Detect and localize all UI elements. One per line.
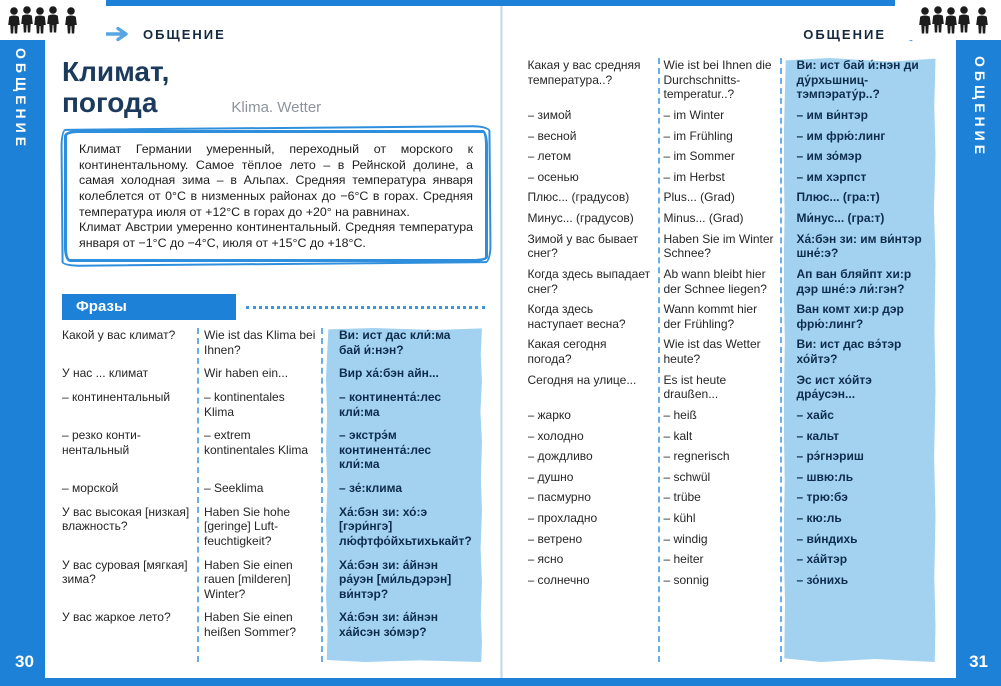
phrase-transcription: – хайс bbox=[796, 407, 834, 422]
phrase-german: – regnerisch bbox=[663, 449, 730, 464]
phrase-row bbox=[62, 481, 485, 496]
phrase-row bbox=[528, 149, 942, 164]
phrase-transcription: Ха́:бэн зи: им ви́нтэр шне́:э? bbox=[796, 231, 922, 261]
phrase-row bbox=[528, 211, 942, 226]
phrase-transcription: Ха́:бэн зи: а́йнэн ра́уэн [ми́льдэрэн] ви́нтэр? bbox=[339, 557, 452, 601]
phrase-row bbox=[528, 232, 942, 261]
phrase-row bbox=[528, 449, 942, 464]
left-phrase-table bbox=[62, 328, 485, 662]
phrase-german: – trübe bbox=[663, 490, 701, 505]
phrase-row bbox=[528, 337, 942, 366]
phrase-transcription: – им хэрпст bbox=[796, 169, 867, 184]
phrase-russian: У вас высокая [низкая] влажность? bbox=[62, 504, 190, 534]
phrase-row bbox=[528, 408, 942, 423]
sidebar-section-label-left: ОБЩЕНИЕ bbox=[13, 48, 29, 151]
climate-intro-box bbox=[64, 130, 488, 262]
phrase-row bbox=[528, 470, 942, 485]
phrase-row bbox=[528, 129, 942, 144]
phrase-russian: У вас жаркое лето? bbox=[62, 610, 171, 625]
phrase-transcription: – им зо́мэр bbox=[796, 149, 862, 164]
phrase-russian: – пасмурно bbox=[527, 490, 591, 505]
phrase-row bbox=[528, 58, 942, 102]
phrase-german: Minus... (Grad) bbox=[663, 211, 744, 225]
title-row bbox=[62, 56, 483, 119]
phrase-german: – windig bbox=[663, 531, 708, 546]
left-page bbox=[45, 6, 501, 678]
phrase-row bbox=[528, 573, 942, 588]
page-area bbox=[45, 6, 956, 678]
phrase-row bbox=[528, 532, 942, 547]
phrase-row bbox=[62, 390, 485, 419]
phrase-transcription: – зо́нихь bbox=[796, 572, 849, 587]
phrase-german: – heiter bbox=[663, 552, 704, 567]
phrase-russian: – морской bbox=[62, 481, 119, 495]
phrase-row bbox=[528, 490, 942, 505]
top-left-corner bbox=[0, 0, 106, 40]
phrase-transcription: Эс ист хо́йтэ дра́усэн... bbox=[796, 372, 872, 402]
phrases-heading: Фразы bbox=[62, 294, 236, 320]
phrase-transcription: – ви́ндихь bbox=[796, 531, 858, 546]
phrase-transcription: – кальт bbox=[796, 428, 840, 443]
phrase-german: Haben Sie einen rauen [milderen] Winter? bbox=[204, 557, 293, 601]
phrase-russian: Плюс... (градусов) bbox=[527, 190, 630, 205]
people-group-icon bbox=[919, 6, 993, 34]
phrases-section-bar bbox=[62, 294, 485, 320]
section-title: ОБЩЕНИЕ bbox=[803, 26, 886, 42]
phrase-german: Haben Sie im Winter Schnee? bbox=[663, 231, 774, 261]
phrase-russian: У нас ... климат bbox=[62, 366, 149, 381]
phrase-german: Plus... (Grad) bbox=[663, 190, 735, 205]
phrase-german: Haben Sie einen heißen Sommer? bbox=[204, 610, 297, 639]
phrase-russian: Какой у вас климат? bbox=[62, 328, 176, 342]
phrase-german: Wann kommt hier der Frühling? bbox=[663, 302, 758, 331]
phrase-russian: Когда здесь наступает весна? bbox=[527, 302, 626, 331]
phrase-transcription: Ви: ист дас вэ́тэр хо́йтэ? bbox=[796, 337, 902, 366]
phrase-russian: Минус... (градусов) bbox=[527, 211, 634, 225]
phrase-german: Haben Sie hohe [geringe] Luftfeuchtigkeit? bbox=[204, 504, 291, 548]
page-number-left: 30 bbox=[15, 652, 34, 671]
phrase-russian: – континентальный bbox=[62, 389, 171, 404]
phrase-row bbox=[62, 610, 485, 639]
phrase-transcription: – континента́:лес кли́:ма bbox=[339, 389, 442, 419]
phrase-german: – heiß bbox=[663, 407, 697, 422]
section-title: ОБЩЕНИЕ bbox=[143, 26, 226, 42]
people-group-icon bbox=[8, 6, 82, 34]
phrase-russian: Когда здесь выпадает снег? bbox=[527, 266, 651, 296]
phrase-row bbox=[528, 552, 942, 567]
phrase-german: Wir haben ein... bbox=[204, 366, 289, 381]
phrase-transcription: Ха́:бэн зи: а́йнэн ха́йсэн зо́мэр? bbox=[339, 610, 438, 639]
phrase-german: Ab wann bleibt hier der Schnee liegen? bbox=[663, 266, 767, 296]
phrase-russian: У вас суровая [мягкая] зима? bbox=[62, 557, 188, 587]
phrase-german: – kontinentales Klima bbox=[204, 389, 285, 419]
intro-paragraph: Климат Австрии умеренно континентальный. Средняя температура января от −1°С до −4°С, июля от +15°С до +18°С. bbox=[79, 220, 473, 250]
phrase-russian: – холодно bbox=[527, 428, 584, 443]
phrase-transcription: Ви: ист дас кли́:ма бай и́:нэн? bbox=[339, 328, 451, 357]
phrase-russian: – зимой bbox=[527, 107, 572, 122]
phrase-row bbox=[62, 366, 485, 381]
phrase-russian: Зимой у вас бывает снег? bbox=[527, 231, 639, 261]
phrase-russian: – резко континентальный bbox=[62, 428, 141, 457]
phrase-transcription: Плюс... (гра:т) bbox=[796, 190, 880, 205]
page-title-line1: Климат, bbox=[62, 56, 170, 87]
right-page bbox=[501, 6, 957, 678]
page-title bbox=[62, 56, 169, 119]
phrase-transcription: – экстрэ́м континента́:лес кли́:ма bbox=[339, 428, 432, 472]
phrase-transcription: – зе́:клима bbox=[339, 481, 403, 495]
phrase-russian: – ясно bbox=[527, 552, 564, 567]
phrase-german: – kühl bbox=[663, 511, 696, 525]
phrase-row bbox=[528, 511, 942, 526]
right-phrase-table bbox=[528, 58, 942, 662]
phrase-transcription: – трю:бэ bbox=[796, 490, 848, 505]
phrase-row bbox=[528, 373, 942, 402]
phrase-row bbox=[528, 190, 942, 205]
phrase-transcription: – кю:ль bbox=[796, 511, 842, 525]
phrase-row bbox=[528, 429, 942, 444]
phrase-russian: – душно bbox=[527, 469, 574, 484]
dotted-divider bbox=[246, 306, 485, 309]
phrase-russian: Какая сегодня погода? bbox=[527, 337, 607, 366]
phrase-row bbox=[62, 428, 485, 472]
phrase-german: Wie ist bei Ihnen die Durchschnitts-temperatur..? bbox=[663, 58, 772, 102]
phrase-transcription: Ап ван бляйпт хи:р дэр шне́:э ли́:гэн? bbox=[796, 266, 912, 296]
phrase-russian: – весной bbox=[527, 128, 577, 143]
phrase-russian: – дождливо bbox=[527, 449, 593, 464]
intro-paragraph: Климат Германии умеренный, переходный от морского к континентальному. Самое тёплое лето – в Рейнской долине, а самая холодная зима – в Альпах. Средняя температура января колеблется от 0°С в низменных районах до −6°С в горах. Средняя температура июля от +12°С в горах до +20° на равнинах. bbox=[79, 142, 473, 219]
phrase-transcription: Вир ха́:бэн айн... bbox=[339, 366, 439, 381]
phrase-german: – im Frühling bbox=[663, 128, 733, 143]
left-page-header bbox=[103, 26, 226, 42]
phrase-transcription: Ха́:бэн зи: хо́:э [гэри́нгэ] лю́фтфо́йхьтихькайт? bbox=[339, 504, 472, 548]
phrase-transcription: Ми́нус... (гра:т) bbox=[796, 211, 885, 225]
phrase-russian: – жарко bbox=[527, 407, 571, 422]
phrase-german: Wie ist das Wetter heute? bbox=[663, 337, 761, 366]
phrase-german: – Seeklima bbox=[204, 481, 264, 495]
phrase-row bbox=[528, 267, 942, 296]
arrow-right-icon bbox=[103, 26, 133, 42]
phrase-russian: Какая у вас средняя температура..? bbox=[527, 58, 641, 87]
phrase-transcription: – ха́йтэр bbox=[796, 552, 848, 567]
phrase-russian: – осенью bbox=[527, 169, 579, 184]
phrase-russian: – ветрено bbox=[527, 531, 583, 546]
page-subtitle-german: Klima. Wetter bbox=[231, 98, 322, 116]
phrase-transcription: – им фрю́:линг bbox=[796, 128, 886, 143]
phrase-row bbox=[528, 108, 942, 123]
phrase-german: – schwül bbox=[663, 469, 711, 484]
phrase-row bbox=[62, 558, 485, 602]
phrase-german: – extrem kontinentales Klima bbox=[204, 428, 309, 457]
phrase-row bbox=[62, 328, 485, 357]
sidebar-section-label-right: ОБЩЕНИЕ bbox=[972, 56, 988, 159]
phrase-transcription: – швю:ль bbox=[796, 469, 854, 484]
phrase-german: – sonnig bbox=[663, 572, 709, 587]
phrase-row bbox=[62, 505, 485, 549]
phrase-german: – kalt bbox=[663, 428, 693, 443]
book-spine bbox=[500, 6, 503, 678]
phrase-row bbox=[528, 302, 942, 331]
phrase-transcription: Ван комт хи:р дэр фрю́:линг? bbox=[796, 302, 904, 331]
phrase-german: – im Herbst bbox=[663, 169, 725, 184]
left-phrase-rows bbox=[62, 328, 485, 640]
top-right-corner bbox=[895, 0, 1001, 40]
phrase-german: Wie ist das Klima bei Ihnen? bbox=[204, 328, 316, 357]
phrase-transcription: – им ви́нтэр bbox=[796, 107, 868, 122]
phrase-russian: – прохладно bbox=[527, 511, 598, 525]
phrase-german: Es ist heute draußen... bbox=[663, 372, 727, 402]
page-number-right: 31 bbox=[969, 652, 988, 671]
phrase-transcription: Ви: ист бай и́:нэн ди ду́рхьшниц-тэмпэрату́р..? bbox=[796, 58, 919, 102]
phrase-russian: Сегодня на улице... bbox=[527, 372, 637, 387]
phrase-transcription: – рэ́гнэриш bbox=[796, 449, 864, 464]
phrase-row bbox=[528, 170, 942, 185]
phrase-russian: – летом bbox=[527, 149, 572, 164]
page-title-line2: погода bbox=[62, 87, 158, 119]
phrase-russian: – солнечно bbox=[527, 572, 590, 587]
right-phrase-rows bbox=[528, 58, 942, 588]
phrase-german: – im Sommer bbox=[663, 149, 735, 164]
phrase-german: – im Winter bbox=[663, 107, 725, 122]
